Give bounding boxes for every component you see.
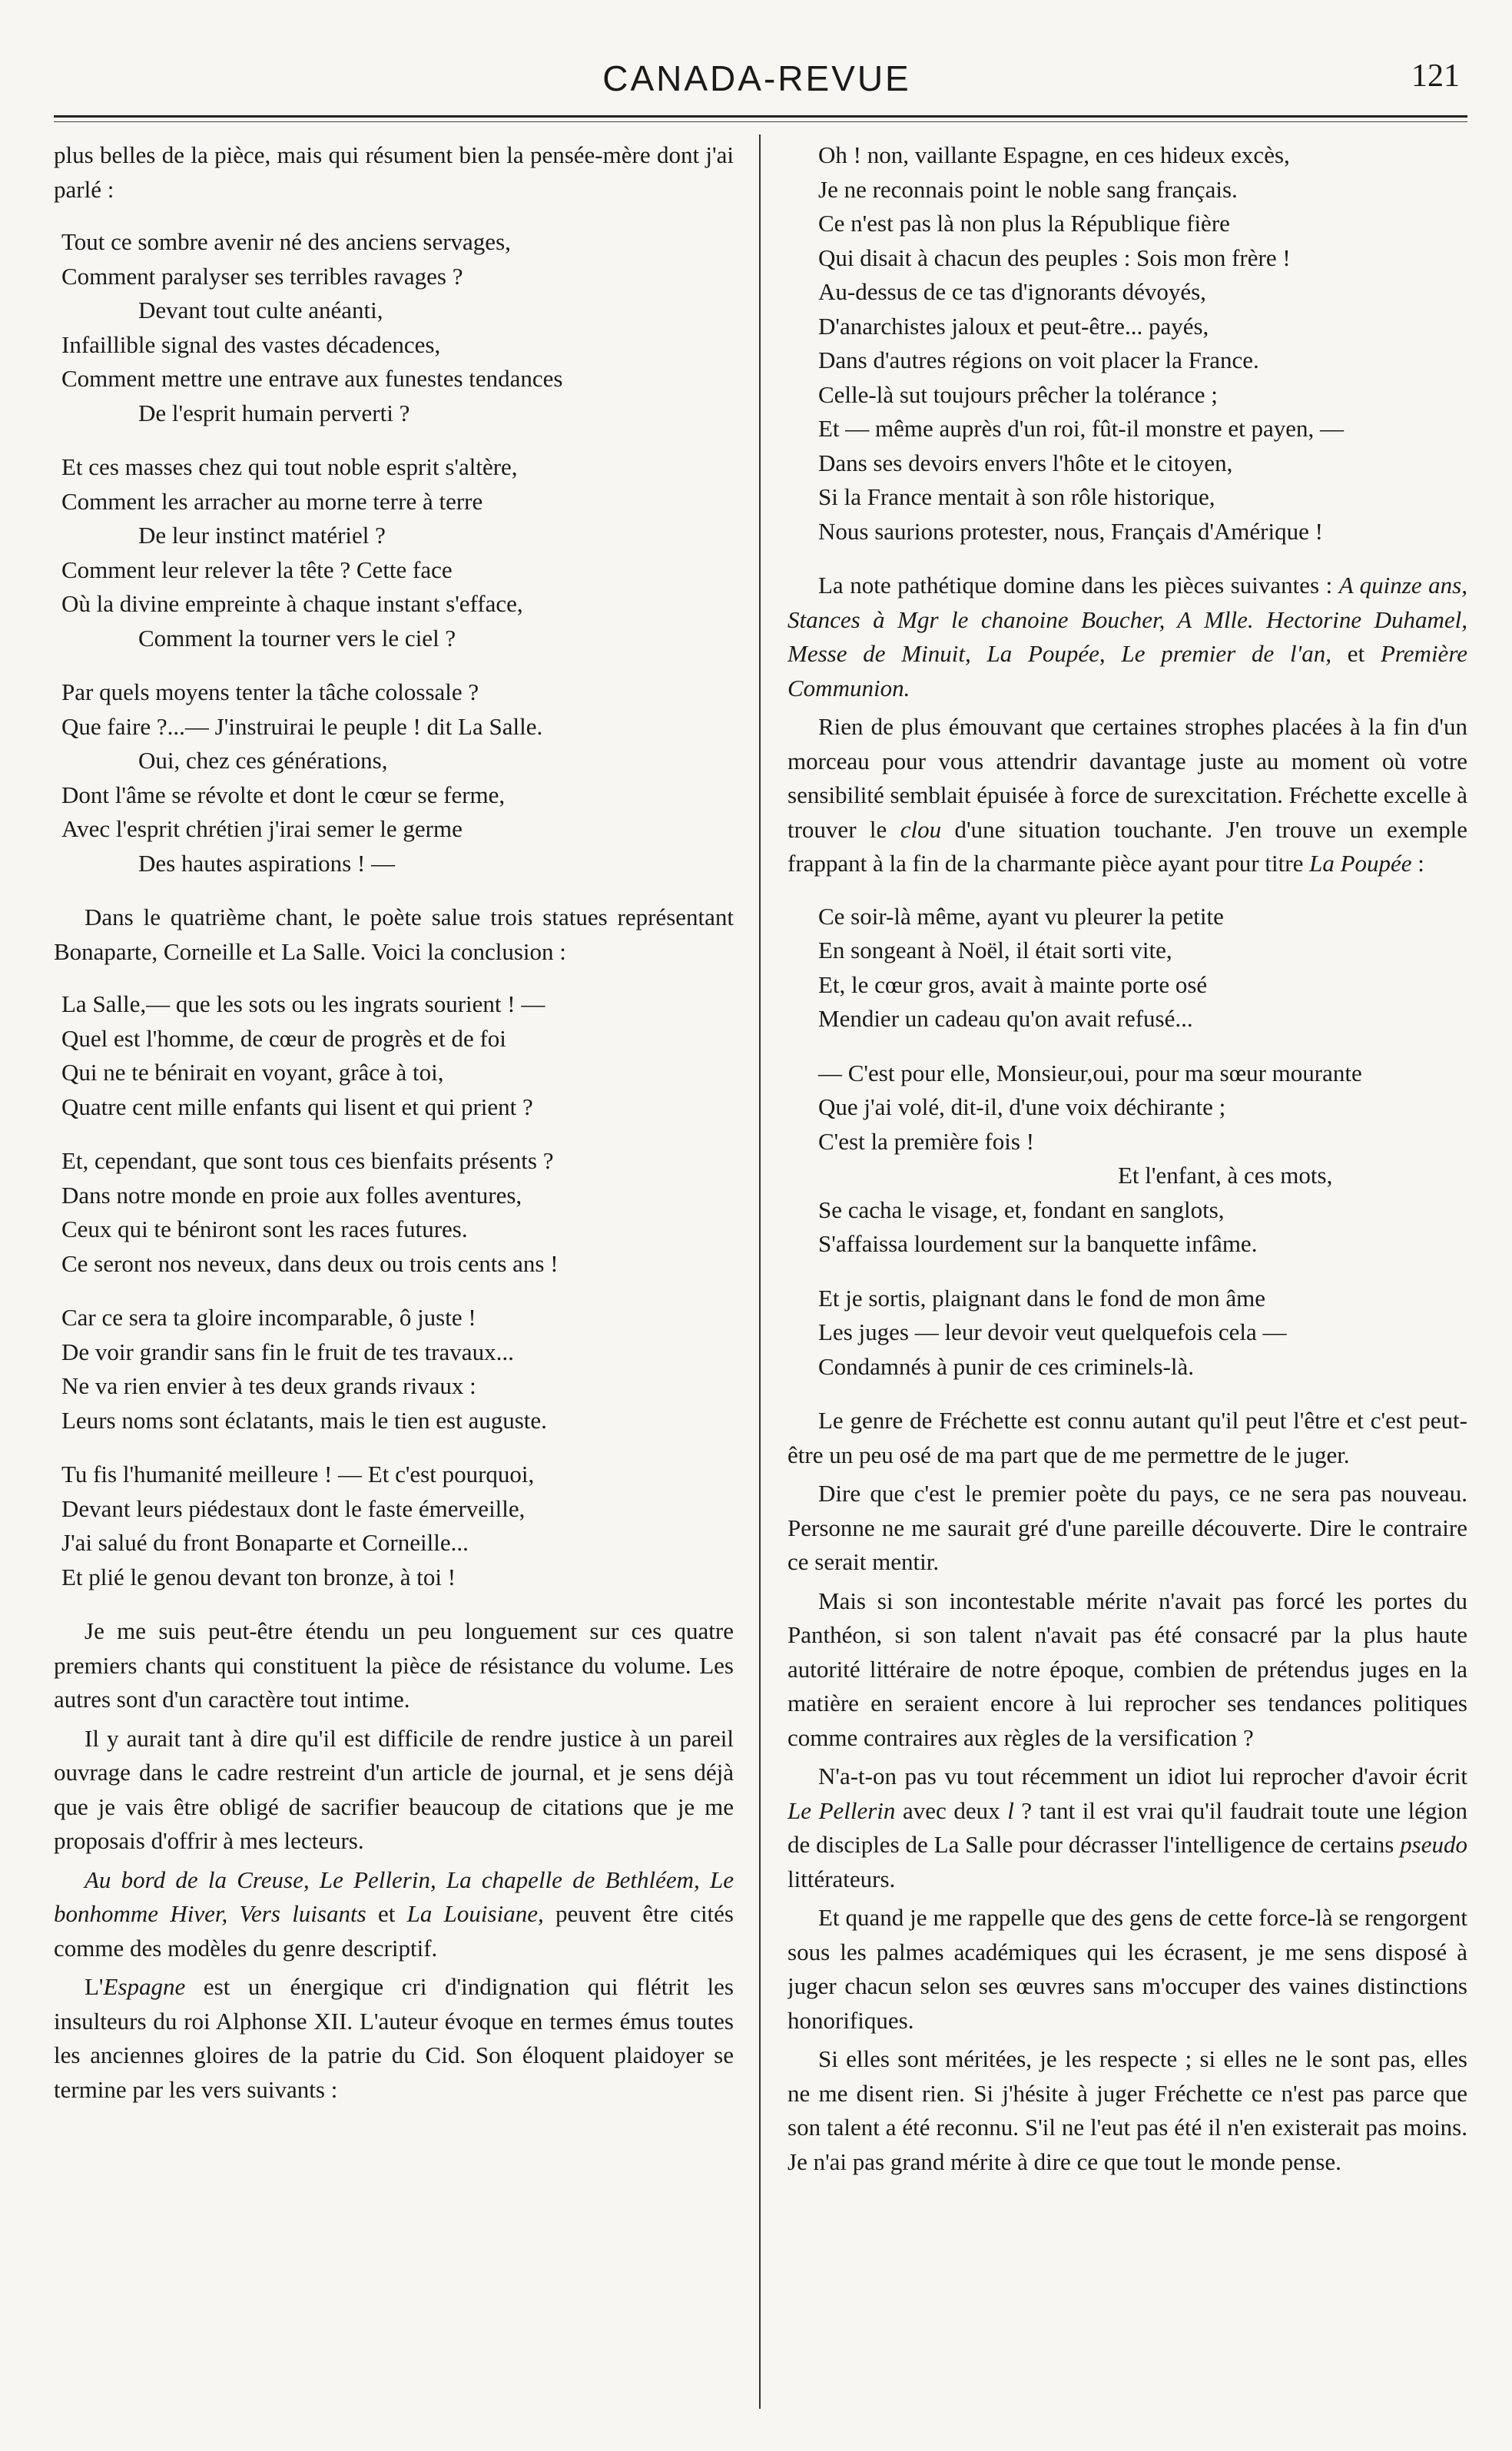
verse-line: Et plié le genou devant ton bronze, à toi ! xyxy=(61,1563,456,1590)
verse-line: Nous saurions protester, nous, Français d'Amérique ! xyxy=(818,517,1323,545)
verse-line: Leurs noms sont éclatants, mais le tien est auguste. xyxy=(61,1406,547,1434)
verse-line: Je ne reconnais point le noble sang français. xyxy=(818,175,1238,203)
paragraph xyxy=(54,1970,734,2107)
verse-line: Qui ne te bénirait en voyant, grâce à toi, xyxy=(61,1059,444,1086)
verse-line: Car ce sera ta gloire incomparable, ô juste ! xyxy=(61,1304,476,1331)
italic-word: clou xyxy=(900,815,942,843)
verse-line: Celle-là sut toujours prêcher la tolérance ; xyxy=(818,380,1218,408)
verse-stanza xyxy=(54,225,734,430)
verse-stanza xyxy=(54,675,734,881)
verse-line: Comment les arracher au morne terre à terre xyxy=(61,487,483,515)
italic-word: pseudo xyxy=(1400,1831,1467,1858)
italic-title: Première Communion. xyxy=(788,640,1467,701)
verse-line: S'affaissa lourdement sur la banquette infâme. xyxy=(818,1230,1258,1257)
verse-stanza xyxy=(54,1458,734,1594)
left-column xyxy=(54,138,734,2413)
verse-line: Comment la tourner vers le ciel ? xyxy=(138,624,456,652)
verse-line: De voir grandir sans fin le fruit de tes travaux... xyxy=(61,1338,514,1365)
text: : xyxy=(1411,850,1424,877)
italic-title: Le Pellerin xyxy=(788,1796,896,1824)
verse-line: Quatre cent mille enfants qui lisent et qui prient ? xyxy=(61,1093,533,1120)
journal-title: CANADA-REVUE xyxy=(602,58,911,98)
header-rule xyxy=(54,115,1467,118)
paragraph: Le genre de Fréchette est connu autant qu'il peut l'être et c'est peut-être un peu osé de ma part que de me permettre de le juger. xyxy=(788,1407,1467,1468)
text: littérateurs. xyxy=(788,1865,896,1892)
verse-line: Tout ce sombre avenir né des anciens servages, xyxy=(61,228,511,255)
paragraph: Je me suis peut-être étendu un peu longuement sur ces quatre premiers chants qui constituent la pièce de résistance du volume. Les autres sont d'un caractère tout intime. xyxy=(54,1617,734,1713)
paragraph: Si elles sont méritées, je les respecte ; si elles ne le sont pas, elles ne me disent rien. Si j'hésite à juger Fréchette ce n'est pas parce que son talent a été reconnu. S'il ne l'eut pas été il n'en existerait pas moins. Je n'ai pas grand mérite à dire ce que tout le monde pense. xyxy=(788,2045,1467,2175)
text: et xyxy=(1331,640,1381,667)
verse-line: Et — même auprès d'un roi, fût-il monstre et payen, — xyxy=(818,415,1344,442)
verse-stanza xyxy=(788,900,1467,1036)
verse-line: Oui, chez ces générations, xyxy=(138,747,388,774)
verse-line: Mendier un cadeau qu'on avait refusé... xyxy=(818,1005,1193,1032)
verse-line: Si la France mentait à son rôle historique, xyxy=(818,483,1215,510)
text: avec deux xyxy=(895,1796,1008,1824)
paragraph: Dans le quatrième chant, le poète salue trois statues représentant Bonaparte, Corneille et La Salle. Voici la conclusion : xyxy=(54,904,734,965)
verse-line: Comment leur relever la tête ? Cette face xyxy=(61,556,453,583)
paragraph: Et quand je me rappelle que des gens de cette force-là se rengorgent sous les palmes académiques qui les écrasent, je me sens disposé à juger chacun selon ses œuvres sans m'occuper des vaines distinctions honorifiques. xyxy=(788,1904,1467,2034)
column-divider xyxy=(759,134,761,2409)
verse-line: Où la divine empreinte à chaque instant s'efface, xyxy=(61,590,523,617)
verse-stanza xyxy=(54,987,734,1124)
paragraph: Dire que c'est le premier poète du pays, ce ne sera pas nouveau. Personne ne me saurait gré d'une pareille découverte. Dire le contraire ce serait mentir. xyxy=(788,1480,1467,1575)
verse-line: Dont l'âme se révolte et dont le cœur se ferme, xyxy=(61,781,506,808)
verse-line: Comment paralyser ses terribles ravages ? xyxy=(61,262,463,290)
text: est un énergique cri d'indignation qui flétrit les insulteurs du roi Alphonse XII. L'auteur évoque en termes émus toutes les anciennes gloires de la patrie du Cid. Son éloquent plaidoyer se termine par les vers suivants : xyxy=(54,1973,734,2103)
paragraph: Il y aurait tant à dire qu'il est difficile de rendre justice à un pareil ouvrage dans le cadre restreint d'un article de journal, et je sens déjà que je vais être obligé de sacrifier beaucoup de citations que je me proposais d'offrir à mes lecteurs. xyxy=(54,1724,734,1854)
verse-line: Avec l'esprit chrétien j'irai semer le germe xyxy=(61,815,463,842)
italic-letter: l xyxy=(1007,1796,1014,1824)
text: Rien de plus émouvant que certaines strophes placées à la fin d'un morceau pour vous attendrir davantage juste au moment où votre sensibilité semblait épuisée à force de surexcitation. Fréchette excelle à trouver le xyxy=(788,713,1467,843)
verse-line: Qui disait à chacun des peuples : Sois mon frère ! xyxy=(818,244,1291,271)
verse-line: Ce seront nos neveux, dans deux ou trois cents ans ! xyxy=(61,1249,559,1277)
verse-line: Infaillible signal des vastes décadences, xyxy=(61,330,441,358)
verse-line: Dans d'autres régions on voit placer la France. xyxy=(818,347,1259,373)
verse-line: Des hautes aspirations ! — xyxy=(138,849,396,877)
verse-stanza xyxy=(54,1301,734,1438)
verse-line: Et l'enfant, à ces mots, xyxy=(1118,1162,1333,1189)
italic-titles: Au bord de la Creuse, Le Pellerin, La chapelle de Bethléem, Le bonhomme Hiver, Vers luisants xyxy=(54,1866,734,1927)
verse-stanza xyxy=(54,1144,734,1281)
right-column xyxy=(788,138,1467,2413)
verse-stanza xyxy=(788,138,1467,549)
verse-line: Ce soir-là même, ayant vu pleurer la petite xyxy=(818,902,1224,930)
verse-line: Et, cependant, que sont tous ces bienfaits présents ? xyxy=(61,1147,554,1174)
verse-line: De leur instinct matériel ? xyxy=(138,522,386,549)
verse-line: Au-dessus de ce tas d'ignorants dévoyés, xyxy=(818,278,1206,305)
verse-line: Comment mettre une entrave aux funestes tendances xyxy=(61,365,563,392)
italic-titles: A quinze ans, Stances à Mgr le chanoine Boucher, A Mlle. Hectorine Duhamel, Messe de Minuit, La Poupée, Le premier de l'an, xyxy=(788,572,1467,667)
verse-line: Devant tout culte anéanti, xyxy=(138,297,383,323)
verse-line: Les juges — leur devoir veut quelquefois cela — xyxy=(818,1318,1287,1345)
text: peuvent être cités comme des modèles du genre descriptif. xyxy=(54,1900,734,1962)
paragraph xyxy=(788,710,1467,881)
verse-line: Oh ! non, vaillante Espagne, en ces hideux excès, xyxy=(818,141,1290,168)
verse-line: Devant leurs piédestaux dont le faste émerveille, xyxy=(61,1494,526,1522)
text: La note pathétique domine dans les pièces suivantes : xyxy=(818,572,1339,599)
page-number: 121 xyxy=(1411,58,1460,94)
italic-title: Espagne xyxy=(103,1973,186,2000)
paragraph xyxy=(788,569,1467,705)
verse-stanza xyxy=(788,1056,1467,1262)
verse-line: C'est la première fois ! xyxy=(818,1127,1035,1155)
verse-line: Que j'ai volé, dit-il, d'une voix déchirante ; xyxy=(818,1093,1226,1120)
verse-line: Se cacha le visage, et, fondant en sanglots, xyxy=(818,1196,1225,1223)
verse-line: La Salle,— que les sots ou les ingrats sourient ! — xyxy=(61,990,545,1017)
text: d'une situation touchante. J'en trouve un exemple frappant à la fin de la charmante pièce ayant pour titre xyxy=(788,815,1467,877)
paragraph xyxy=(54,1863,734,1966)
verse-line: Tu fis l'humanité meilleure ! — Et c'est pourquoi, xyxy=(61,1461,535,1488)
verse-line: D'anarchistes jaloux et peut-être... payés, xyxy=(818,312,1209,340)
verse-line: Dans ses devoirs envers l'hôte et le citoyen, xyxy=(818,449,1233,476)
paragraph: plus belles de la pièce, mais qui résument bien la pensée-mère dont j'ai parlé : xyxy=(54,141,734,203)
verse-line: Ceux qui te béniront sont les races futures. xyxy=(61,1216,468,1242)
paragraph xyxy=(788,1759,1467,1896)
verse-stanza xyxy=(788,1282,1467,1385)
verse-line: Quel est l'homme, de cœur de progrès et de foi xyxy=(61,1024,506,1052)
verse-line: En songeant à Noël, il était sorti vite, xyxy=(818,937,1172,963)
verse-line: Condamnés à punir de ces criminels-là. xyxy=(818,1352,1194,1380)
verse-line: Ne va rien envier à tes deux grands rivaux : xyxy=(61,1372,476,1399)
header-rule-thin xyxy=(54,121,1467,122)
verse-line: Et je sortis, plaignant dans le fond de mon âme xyxy=(818,1284,1265,1312)
text: ? tant il est vrai qu'il faudrait toute une légion de disciples de La Salle pour décrasser l'intelligence de certains xyxy=(788,1796,1467,1858)
paragraph: Mais si son incontestable mérite n'avait pas forcé les portes du Panthéon, si son talent n'avait pas été consacré par la plus haute autorité littéraire de notre époque, combien de prétendus juges en la matière en seraient encore à lui reprocher ses tendances politiques comme contraires aux règles de la versification ? xyxy=(788,1587,1467,1751)
verse-line: — C'est pour elle, Monsieur,oui, pour ma sœur mourante xyxy=(818,1059,1362,1086)
italic-title: La Poupée xyxy=(1309,850,1412,877)
verse-line: Ce n'est pas là non plus la République fière xyxy=(818,210,1230,237)
verse-line: Dans notre monde en proie aux folles aventures, xyxy=(61,1181,522,1209)
page-header xyxy=(54,58,1460,111)
verse-line: Que faire ?...— J'instruirai le peuple ! dit La Salle. xyxy=(61,712,543,740)
verse-line: Et ces masses chez qui tout noble esprit s'altère, xyxy=(61,453,518,480)
verse-line: Par quels moyens tenter la tâche colossale ? xyxy=(61,678,479,705)
verse-stanza xyxy=(54,450,734,655)
text: et xyxy=(366,1900,407,1927)
verse-line: Et, le cœur gros, avait à mainte porte osé xyxy=(818,970,1208,998)
text: N'a-t-on pas vu tout récemment un idiot lui reprocher d'avoir écrit xyxy=(818,1763,1467,1789)
italic-title: La Louisiane, xyxy=(406,1900,544,1927)
verse-line: J'ai salué du front Bonaparte et Corneille... xyxy=(61,1529,469,1556)
text: L' xyxy=(85,1973,104,2000)
verse-line: De l'esprit humain perverti ? xyxy=(138,399,410,426)
